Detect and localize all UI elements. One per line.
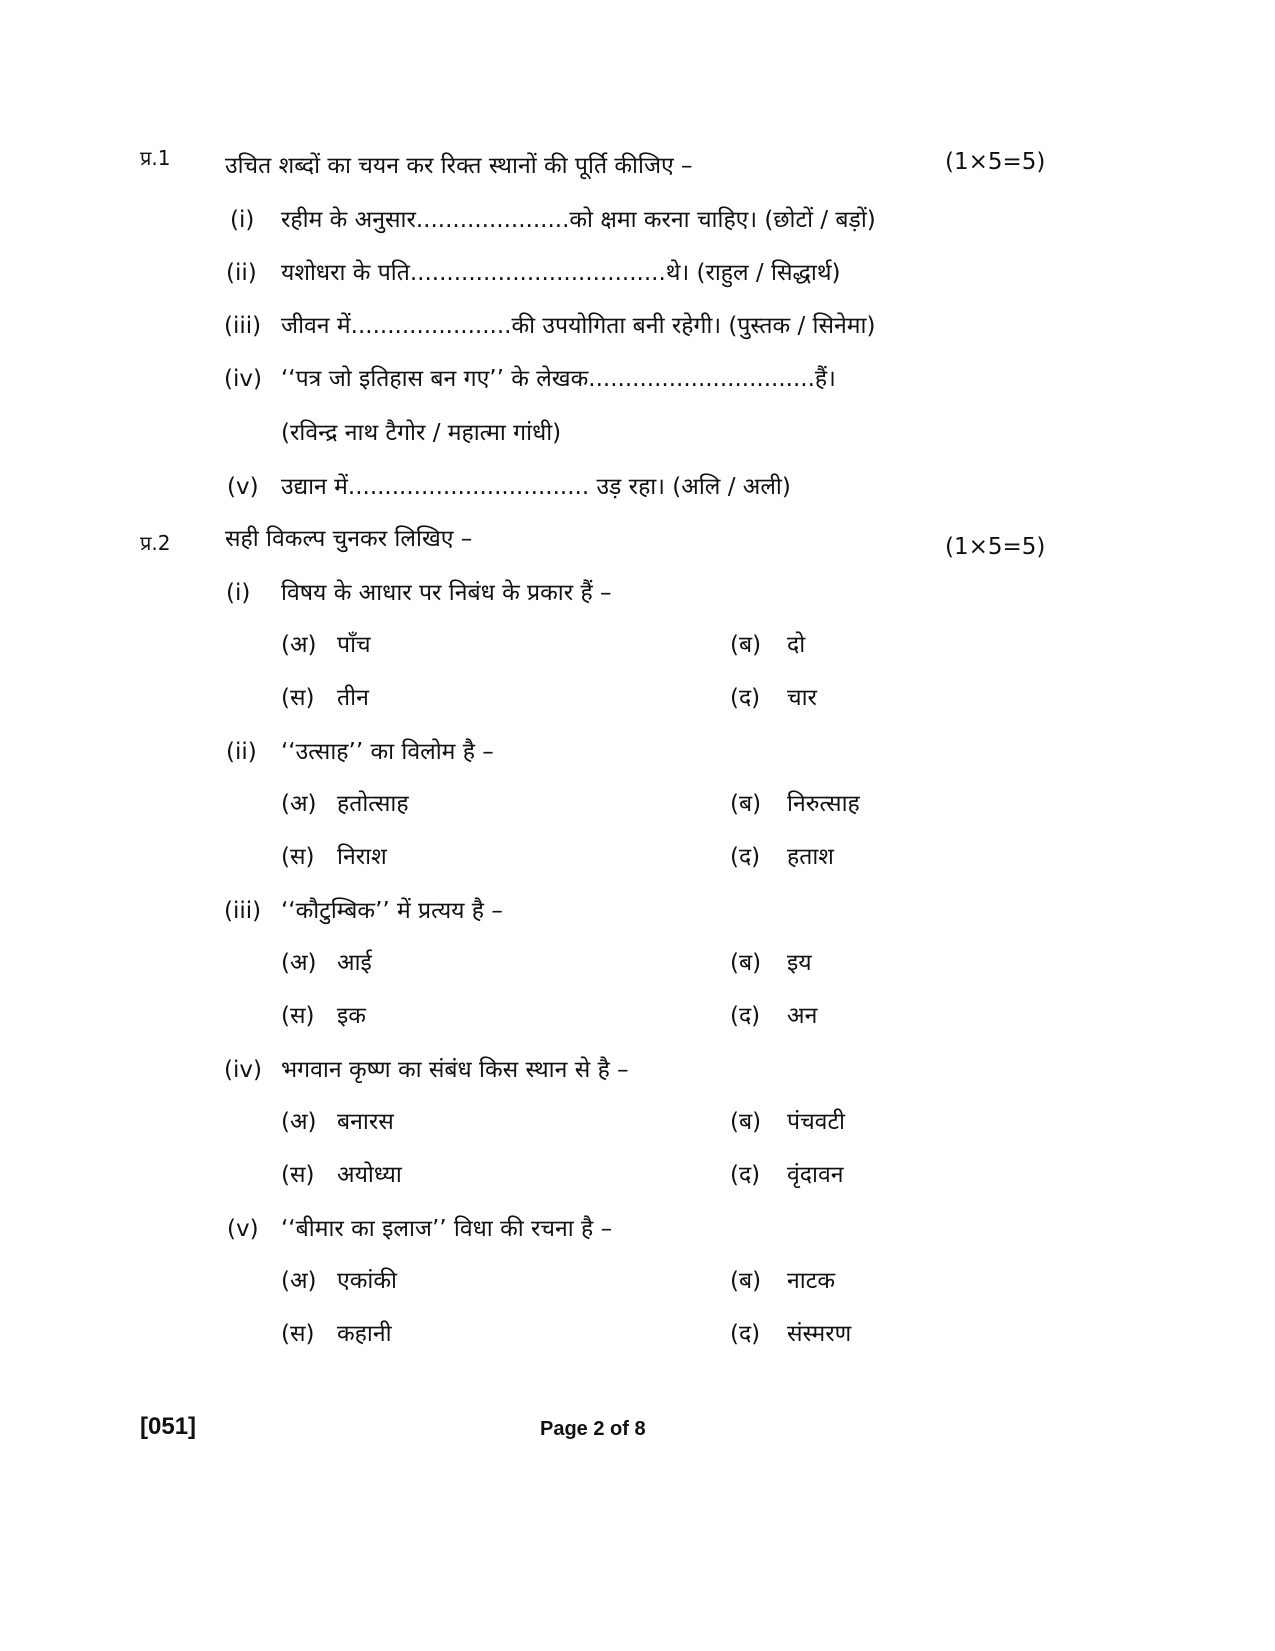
- q2-item-text: ‘‘कौटुम्बिक’’ में प्रत्यय है –: [281, 898, 503, 924]
- option-text: संस्मरण: [787, 1321, 852, 1347]
- option-key: (ब): [730, 1268, 762, 1294]
- q1-item-text: ‘‘पत्र जो इतिहास बन गए’’ के लेखक...............................हैं।: [281, 366, 836, 392]
- q1-item-label: (iii): [224, 313, 262, 339]
- option-key: (अ): [281, 950, 317, 976]
- option-key: (ब): [730, 632, 762, 658]
- q2-item-label: (i): [226, 580, 251, 606]
- option-key: (स): [281, 1321, 315, 1347]
- option-key: (अ): [281, 1109, 317, 1135]
- option-key: (ब): [730, 791, 762, 817]
- q2-item-label: (v): [227, 1216, 259, 1242]
- option-text: आई: [337, 950, 372, 976]
- option-text: अन: [787, 1003, 818, 1029]
- q1-item-text: उद्यान में................................. उड़ रहा। (अलि / अली): [281, 474, 791, 500]
- q1-item-text: रहीम के अनुसार.....................को क्षमा करना चाहिए। (छोटों / बड़ों): [281, 207, 876, 233]
- option-text: तीन: [337, 685, 369, 711]
- q2-marks: (1×5=5): [945, 534, 1046, 560]
- option-key: (स): [281, 844, 315, 870]
- option-text: पाँच: [337, 632, 371, 658]
- option-text: पंचवटी: [787, 1109, 846, 1135]
- option-text: बनारस: [337, 1109, 394, 1135]
- option-key: (स): [281, 685, 315, 711]
- q2-item-text: ‘‘बीमार का इलाज’’ विधा की रचना है –: [281, 1216, 613, 1242]
- q1-item-label: (i): [230, 207, 255, 233]
- q2-item-label: (iii): [224, 898, 262, 924]
- q2-item-label: (ii): [226, 739, 257, 765]
- q1-number: प्र.1: [140, 146, 171, 170]
- option-key: (द): [730, 844, 761, 870]
- option-text: हताश: [787, 844, 834, 870]
- option-text: दो: [787, 632, 806, 658]
- option-key: (अ): [281, 1268, 317, 1294]
- option-key: (अ): [281, 632, 317, 658]
- q1-item-text: यशोधरा के पति...................................थे। (राहुल / सिद्धार्थ): [281, 260, 841, 286]
- option-text: अयोध्या: [337, 1162, 402, 1188]
- option-key: (द): [730, 1321, 761, 1347]
- option-text: इक: [337, 1003, 366, 1029]
- option-text: एकांकी: [337, 1268, 397, 1294]
- option-text: निरुत्साह: [787, 791, 860, 817]
- option-text: कहानी: [337, 1321, 392, 1347]
- q2-item-label: (iv): [224, 1057, 262, 1083]
- option-text: चार: [787, 685, 817, 711]
- page-number: Page 2 of 8: [540, 1418, 646, 1440]
- option-key: (द): [730, 1162, 761, 1188]
- option-key: (ब): [730, 1109, 762, 1135]
- option-text: इय: [787, 950, 812, 976]
- option-key: (अ): [281, 791, 317, 817]
- option-text: हतोत्साह: [337, 791, 409, 817]
- paper-code: [051]: [140, 1413, 197, 1440]
- option-key: (द): [730, 1003, 761, 1029]
- q2-item-text: भगवान कृष्ण का संबंध किस स्थान से है –: [281, 1057, 629, 1083]
- q1-item-continuation: (रविन्द्र नाथ टैगोर / महात्मा गांधी): [281, 420, 562, 446]
- option-key: (स): [281, 1003, 315, 1029]
- q2-number: प्र.2: [140, 531, 171, 555]
- option-text: नाटक: [787, 1268, 835, 1294]
- q1-item-label: (iv): [224, 366, 262, 392]
- q1-item-label: (ii): [226, 260, 257, 286]
- option-key: (ब): [730, 950, 762, 976]
- q2-item-text: ‘‘उत्साह’’ का विलोम है –: [281, 739, 494, 765]
- q1-instruction: उचित शब्दों का चयन कर रिक्त स्थानों की पूर्ति कीजिए –: [225, 153, 693, 179]
- q2-item-text: विषय के आधार पर निबंध के प्रकार हैं –: [281, 580, 612, 606]
- option-key: (स): [281, 1162, 315, 1188]
- option-text: वृंदावन: [787, 1162, 844, 1188]
- q2-instruction: सही विकल्प चुनकर लिखिए –: [225, 526, 473, 552]
- q1-item-label: (v): [227, 474, 259, 500]
- q1-item-text: जीवन में......................की उपयोगिता बनी रहेगी। (पुस्तक / सिनेमा): [281, 313, 876, 339]
- q1-marks: (1×5=5): [945, 149, 1046, 175]
- option-text: निराश: [337, 844, 387, 870]
- option-key: (द): [730, 685, 761, 711]
